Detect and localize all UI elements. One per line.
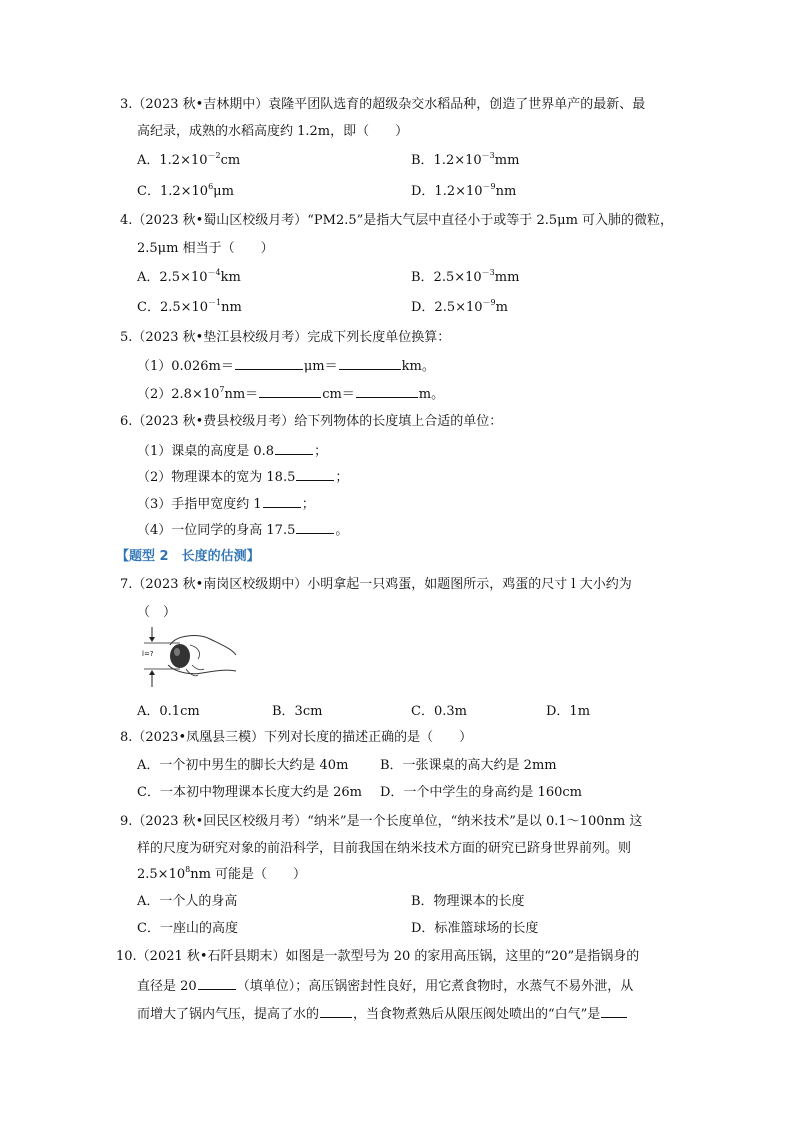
q5-blank-3[interactable]	[259, 384, 321, 398]
q8-stem: 8.（2023•凤凰县三模）下列对长度的描述正确的是（ ）	[120, 730, 473, 745]
q9-option-a: A．一个人的身高	[137, 894, 238, 909]
q4-option-c: C．$2.5\times 10^{-1}nm$	[137, 297, 242, 315]
section-heading: 【题型 2 长度的估测】	[116, 549, 260, 564]
q6-item3: （3）手指甲宽度约 1 ；	[137, 494, 315, 514]
q5-blank-2[interactable]	[339, 356, 401, 370]
q7-option-d: D．1m	[546, 704, 591, 719]
q9-stem-line2: 样的尺度为研究对象的前沿科学，目前我国在纳米技术方面的研究已跻身世界前列。则	[137, 841, 632, 856]
q3-stem-line2: 高纪录，成熟的水稻高度约 1.2m，即（ ）	[137, 124, 409, 139]
q9-stem-line3: $2.5\times 10^8nm$ 可能是（ ）	[137, 864, 307, 882]
egg-in-hand-figure	[140, 625, 240, 695]
q5-item1: （1）0.026m＝ μm＝ km。	[137, 356, 435, 376]
q10-stem-line3: 而增大了锅内气压，提高了水的 ，当食物煮熟后从限压阀处喷出的“白气”是	[137, 1004, 628, 1024]
q3-option-c: C．$1.2\times 10^6\mu m$	[137, 181, 234, 199]
q4-stem-line2: 2.5μm 相当于（ ）	[137, 241, 274, 256]
q10-blank-1[interactable]	[198, 976, 236, 990]
q3-option-d: D．$1.2\times 10^{-9}nm$	[411, 181, 517, 199]
q5-blank-4[interactable]	[356, 384, 418, 398]
q10-stem-line2: 直径是 20 （填单位）；高压锅密封性良好，用它煮食物时，水蒸气不易外泄，从	[137, 976, 633, 996]
q7-option-a: A．0.1cm	[137, 704, 200, 719]
q6-blank-3[interactable]	[263, 494, 301, 508]
q6-blank-4[interactable]	[296, 520, 334, 534]
q9-option-d: D．标准篮球场的长度	[411, 921, 539, 936]
q5-stem: 5.（2023 秋•垫江县校级月考）完成下列长度单位换算：	[120, 330, 451, 345]
q4-stem-line1: 4.（2023 秋•蜀山区校级月考）“PM2.5”是指大气层中直径小于或等于 2.5μm 可入肺的微粒，	[120, 213, 674, 228]
q4-option-a: A．$2.5\times 10^{-4}km$	[137, 267, 241, 285]
q7-option-b: B．3cm	[272, 704, 323, 719]
q10-blank-2[interactable]	[320, 1004, 352, 1018]
q4-option-d: D．$2.5\times 10^{-9}m$	[411, 297, 508, 315]
q6-blank-2[interactable]	[296, 467, 334, 481]
q8-option-b: B．一张课桌的高大约是 2mm	[380, 758, 557, 773]
q6-stem: 6.（2023 秋•费县校级月考）给下列物体的长度填上合适的单位：	[120, 414, 503, 429]
q8-option-c: C．一本初中物理课本长度大约是 26m	[137, 785, 362, 800]
q6-item1: （1）课桌的高度是 0.8 ；	[137, 441, 327, 461]
q9-stem-line1: 9.（2023 秋•回民区校级月考）“纳米”是一个长度单位，“纳米技术”是以 0.1～100nm 这	[120, 814, 643, 829]
q7-stem-line2: （ ）	[137, 605, 177, 620]
q3-stem-line1: 3.（2023 秋•吉林期中）袁隆平团队选育的超级杂交水稻品种，创造了世界单产的最新、最	[120, 97, 646, 112]
q3-option-b: B．$1.2\times 10^{-3}mm$	[411, 150, 520, 168]
q9-option-c: C．一座山的高度	[137, 921, 238, 936]
q3-option-a: A．$1.2\times 10^{-2}cm$	[137, 150, 241, 168]
q5-item2: $(2)2.8\times 10^7nm= cm= m$。	[137, 384, 445, 402]
q10-stem-line1: 10.（2021 秋•石阡县期末）如图是一款型号为 20 的家用高压锅，这里的“20”是指锅身的	[116, 949, 640, 964]
q4-option-b: B．$2.5\times 10^{-3}mm$	[411, 267, 520, 285]
q5-blank-1[interactable]	[235, 356, 303, 370]
q7-stem-line1: 7.（2023 秋•南岗区校级期中）小明拿起一只鸡蛋，如题图所示，鸡蛋的尺寸 l 大小约为	[120, 577, 632, 592]
q8-option-a: A．一个初中男生的脚长大约是 40m	[137, 758, 349, 773]
q8-option-d: D．一个中学生的身高约是 160cm	[380, 785, 582, 800]
q6-item2: （2）物理课本的宽为 18.5 ；	[137, 467, 348, 487]
figure-label: l=?	[142, 650, 154, 658]
q6-blank-1[interactable]	[275, 441, 313, 455]
q9-option-b: B．物理课本的长度	[411, 894, 525, 909]
q7-option-c: C．0.3m	[411, 704, 467, 719]
q6-item4: （4）一位同学的身高 17.5 。	[137, 520, 348, 540]
q10-blank-3[interactable]	[601, 1004, 627, 1018]
